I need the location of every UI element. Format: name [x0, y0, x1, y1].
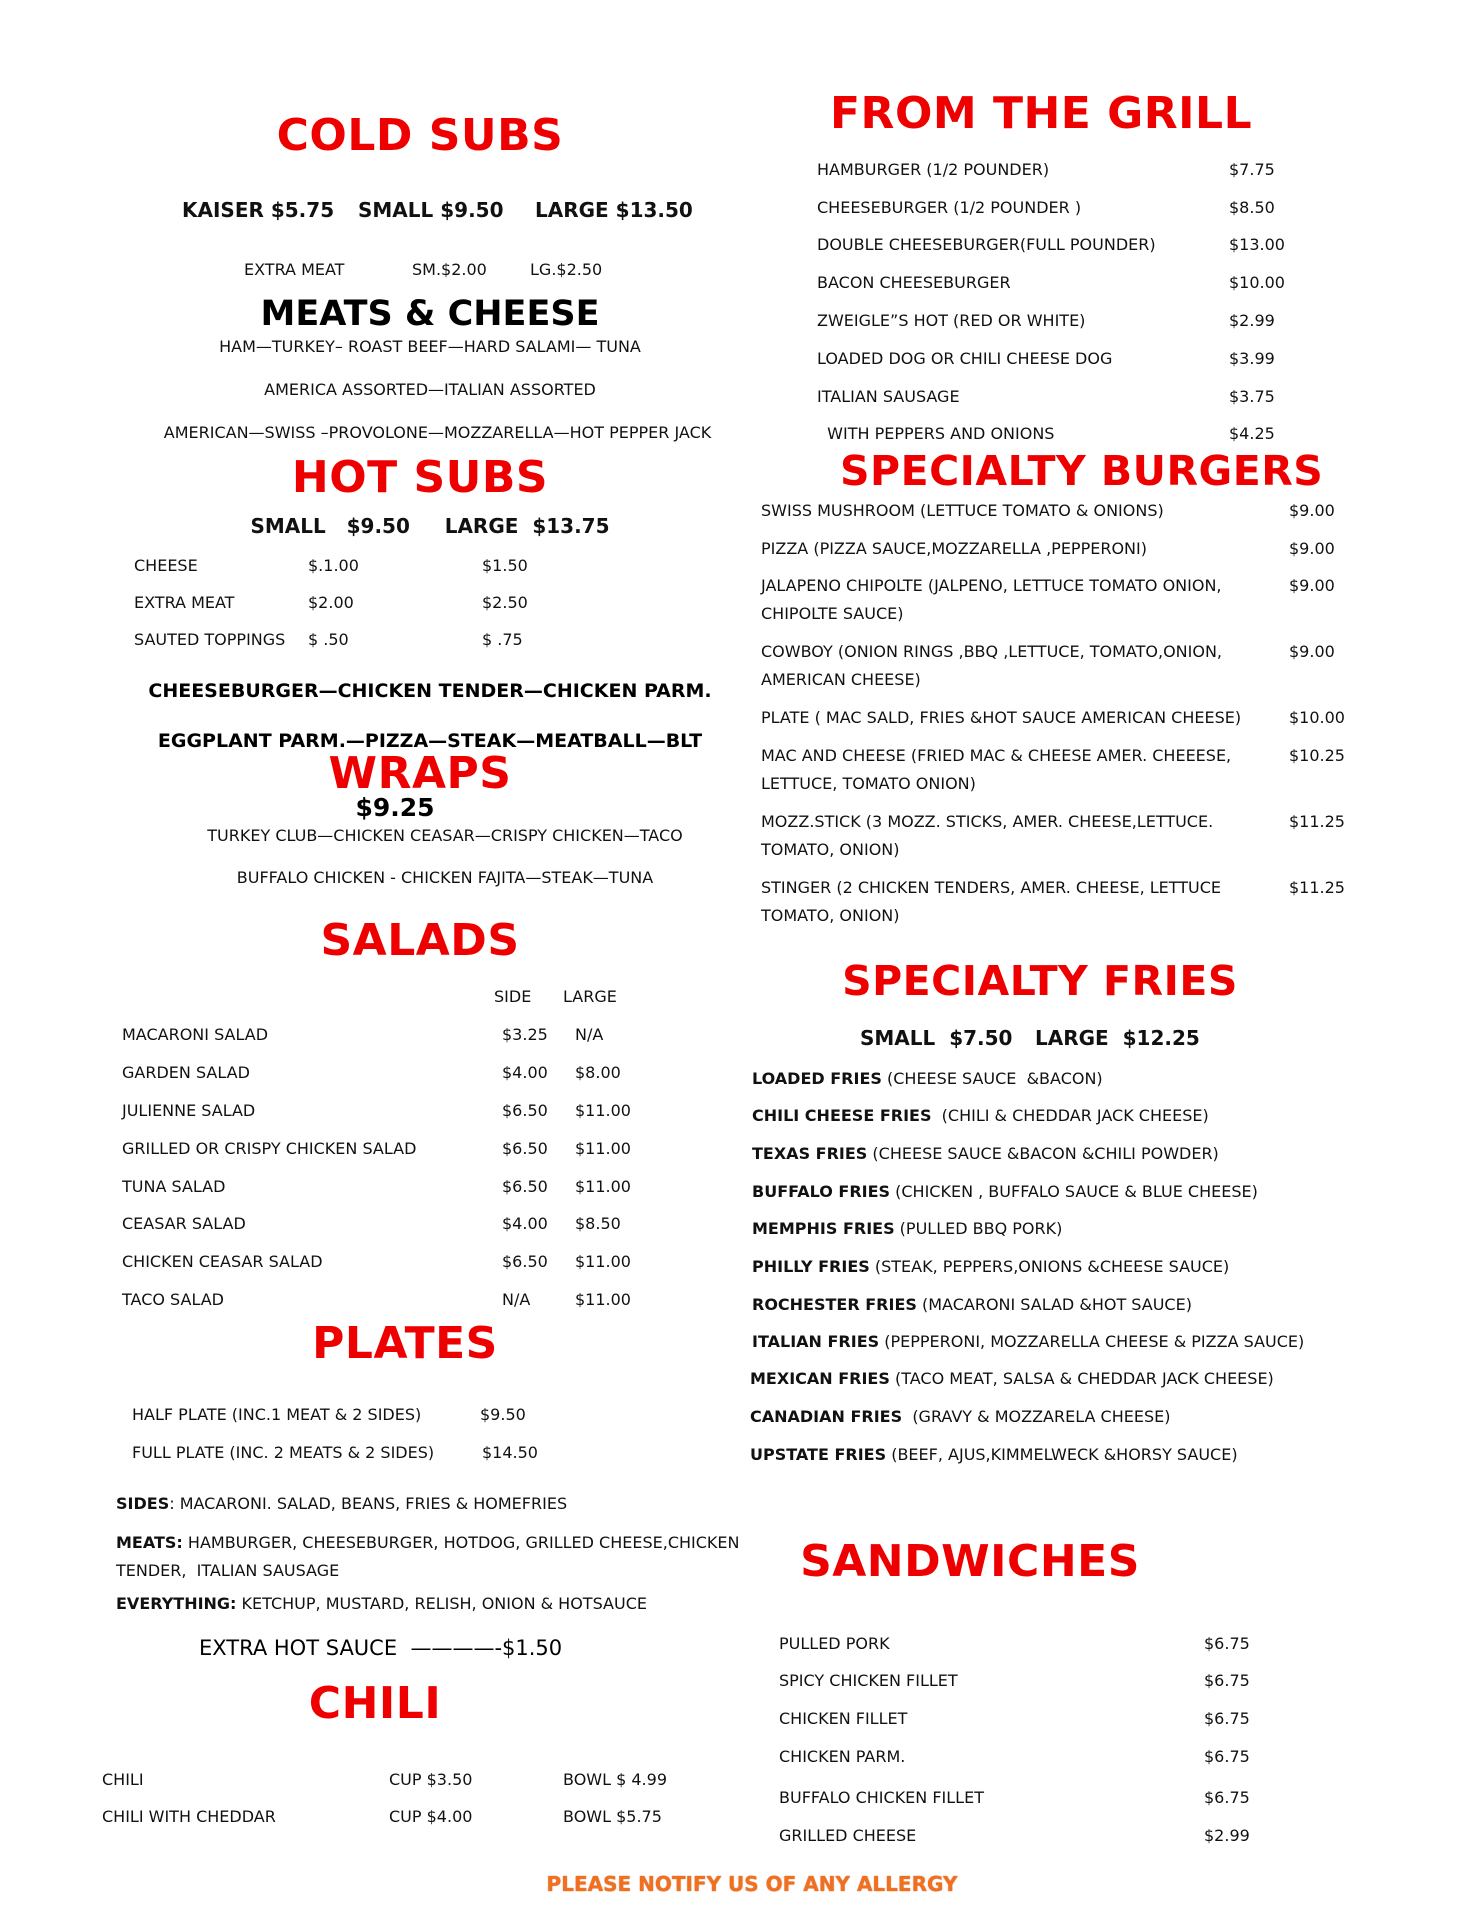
extra-meat-label: EXTRA MEAT [244, 260, 345, 279]
grill-title: FROM THE GRILL [830, 88, 1253, 139]
plate-price: $9.50 [480, 1405, 526, 1424]
assorted-line: AMERICA ASSORTED—ITALIAN ASSORTED [264, 380, 596, 399]
fries-name: MEMPHIS FRIES [752, 1219, 895, 1238]
fries-item [750, 1445, 1238, 1464]
plate-price: $14.50 [482, 1443, 538, 1462]
sandwich-price: $6.75 [1204, 1671, 1250, 1690]
grill-item-name: LOADED DOG OR CHILI CHEESE DOG [817, 349, 1113, 368]
chili-bowl-price: BOWL $5.75 [563, 1807, 662, 1826]
burger-name: STINGER (2 CHICKEN TENDERS, AMER. CHEESE, LETTUCE [761, 878, 1222, 897]
fries-name: UPSTATE FRIES [750, 1445, 887, 1464]
meats-cheese-title: MEATS & CHEESE [260, 294, 600, 334]
hot-subs-row-large: $2.50 [482, 593, 528, 612]
fries-name: CANADIAN FRIES [750, 1407, 903, 1426]
plates-title: PLATES [312, 1318, 498, 1369]
meats-label: MEATS: [116, 1533, 183, 1552]
burger-price: $10.25 [1289, 746, 1345, 765]
grill-item-price: $2.99 [1229, 311, 1275, 330]
salad-side-price: $4.00 [502, 1063, 548, 1082]
hot-subs-row-large: $1.50 [482, 556, 528, 575]
hot-subs-row-name: CHEESE [134, 556, 198, 575]
specialty-fries-large-price: LARGE $12.25 [1035, 1026, 1200, 1050]
salad-side-price: $4.00 [502, 1214, 548, 1233]
salad-large-price: $8.50 [575, 1214, 621, 1233]
fries-desc: (PEPPERONI, MOZZARELLA CHEESE & PIZZA SAUCE) [879, 1332, 1305, 1351]
sandwich-price: $2.99 [1204, 1826, 1250, 1845]
cold-subs-title: COLD SUBS [276, 110, 564, 161]
salads-title: SALADS [320, 915, 520, 966]
salads-col-large: LARGE [563, 987, 617, 1006]
salad-side-price: $6.50 [502, 1252, 548, 1271]
sandwiches-title: SANDWICHES [800, 1536, 1140, 1587]
fries-desc: (CHILI & CHEDDAR JACK CHEESE) [931, 1106, 1209, 1125]
fries-desc: (CHICKEN , BUFFALO SAUCE & BLUE CHEESE) [890, 1182, 1258, 1201]
burger-name: MAC AND CHEESE (FRIED MAC & CHEESE AMER. CHEEESE, [761, 746, 1232, 765]
everything-text: KETCHUP, MUSTARD, RELISH, ONION & HOTSAUCE [236, 1594, 647, 1613]
plate-name: FULL PLATE (INC. 2 MEATS & 2 SIDES) [132, 1443, 435, 1462]
burger-name: JALAPENO CHIPOLTE (JALPENO, LETTUCE TOMATO ONION, [761, 576, 1222, 595]
fries-desc: (MACARONI SALAD &HOT SAUCE) [916, 1295, 1192, 1314]
burger-name: PIZZA (PIZZA SAUCE,MOZZARELLA ,PEPPERONI) [761, 539, 1147, 558]
hot-subs-title: HOT SUBS [291, 452, 549, 503]
salad-side-price: $6.50 [502, 1139, 548, 1158]
sandwich-name: BUFFALO CHICKEN FILLET [779, 1788, 984, 1807]
hot-subs-row-name: SAUTED TOPPINGS [134, 630, 286, 649]
fries-name: MEXICAN FRIES [750, 1369, 890, 1388]
fries-name: ROCHESTER FRIES [752, 1295, 917, 1314]
salad-side-price: N/A [502, 1290, 531, 1309]
specialty-fries-title: SPECIALTY FRIES [842, 957, 1238, 1005]
burger-price: $10.00 [1289, 708, 1345, 727]
fries-item [752, 1295, 1192, 1314]
grill-item-price: $3.75 [1229, 387, 1275, 406]
salad-name: TUNA SALAD [122, 1177, 226, 1196]
grill-item-name: WITH PEPPERS AND ONIONS [817, 424, 1055, 443]
burger-name-cont: TOMATO, ONION) [761, 840, 900, 859]
hot-subs-sizes: SMALL $9.50 LARGE $13.75 [250, 514, 610, 538]
burger-price: $9.00 [1289, 501, 1335, 520]
burger-price: $9.00 [1289, 642, 1335, 661]
burger-name: PLATE ( MAC SALD, FRIES &HOT SAUCE AMERICAN CHEESE) [761, 708, 1242, 727]
grill-item-name: BACON CHEESEBURGER [817, 273, 1011, 292]
fries-name: LOADED FRIES [752, 1069, 882, 1088]
plates-everything-note [116, 1594, 647, 1613]
salad-large-price: $11.00 [575, 1139, 631, 1158]
chili-cup-price: CUP $3.50 [389, 1770, 473, 1789]
salad-large-price: N/A [575, 1025, 604, 1044]
fries-desc: (CHEESE SAUCE &BACON &CHILI POWDER) [867, 1144, 1219, 1163]
wraps-title: WRAPS [328, 748, 512, 799]
cold-subs-kaiser-price: KAISER $5.75 [182, 198, 335, 222]
hot-subs-row-large: $ .75 [482, 630, 523, 649]
fries-item [750, 1369, 1274, 1388]
burger-name-cont: AMERICAN CHEESE) [761, 670, 921, 689]
meats-line: HAM—TURKEY– ROAST BEEF—HARD SALAMI— TUNA [219, 337, 641, 356]
fries-item [752, 1257, 1229, 1276]
salad-large-price: $11.00 [575, 1252, 631, 1271]
wraps-price: $9.25 [355, 793, 435, 822]
burger-name: MOZZ.STICK (3 MOZZ. STICKS, AMER. CHEESE,LETTUCE. [761, 812, 1214, 831]
burger-name: COWBOY (ONION RINGS ,BBQ ,LETTUCE, TOMATO,ONION, [761, 642, 1222, 661]
fries-desc: (CHEESE SAUCE &BACON) [881, 1069, 1103, 1088]
grill-item-name: HAMBURGER (1/2 POUNDER) [817, 160, 1050, 179]
grill-item-price: $7.75 [1229, 160, 1275, 179]
sandwich-name: PULLED PORK [779, 1634, 890, 1653]
grill-item-name: CHEESEBURGER (1/2 POUNDER ) [817, 198, 1082, 217]
burger-price: $11.25 [1289, 812, 1345, 831]
sandwich-name: GRILLED CHEESE [779, 1826, 917, 1845]
wraps-line2: BUFFALO CHICKEN - CHICKEN FAJITA—STEAK—TUNA [236, 868, 654, 887]
grill-item-price: $8.50 [1229, 198, 1275, 217]
grill-item-name: ITALIAN SAUSAGE [817, 387, 960, 406]
salad-name: GRILLED OR CRISPY CHICKEN SALAD [122, 1139, 417, 1158]
chili-name: CHILI [102, 1770, 144, 1789]
extra-hot-sauce: EXTRA HOT SAUCE ————-$1.50 [199, 1636, 563, 1660]
salads-col-side: SIDE [494, 987, 532, 1006]
salad-name: JULIENNE SALAD [122, 1101, 256, 1120]
chili-cup-price: CUP $4.00 [389, 1807, 473, 1826]
sides-text: : MACARONI. SALAD, BEANS, FRIES & HOMEFRIES [169, 1494, 568, 1513]
fries-desc: (GRAVY & MOZZARELA CHEESE) [902, 1407, 1171, 1426]
hot-subs-list-line1: CHEESEBURGER—CHICKEN TENDER—CHICKEN PARM. [148, 680, 712, 702]
sandwich-name: CHICKEN FILLET [779, 1709, 908, 1728]
burger-name-cont: LETTUCE, TOMATO ONION) [761, 774, 976, 793]
fries-item [752, 1144, 1219, 1163]
cold-subs-large-price: LARGE $13.50 [535, 198, 693, 222]
salad-name: GARDEN SALAD [122, 1063, 250, 1082]
fries-desc: (STEAK, PEPPERS,ONIONS &CHEESE SAUCE) [869, 1257, 1230, 1276]
grill-item-name: DOUBLE CHEESEBURGER(FULL POUNDER) [817, 235, 1156, 254]
grill-item-price: $13.00 [1229, 235, 1285, 254]
fries-name: BUFFALO FRIES [752, 1182, 891, 1201]
salad-large-price: $11.00 [575, 1101, 631, 1120]
burger-name-cont: CHIPOLTE SAUCE) [761, 604, 904, 623]
sandwich-price: $6.75 [1204, 1634, 1250, 1653]
extra-meat-large-price: LG.$2.50 [530, 260, 603, 279]
fries-name: PHILLY FRIES [752, 1257, 870, 1276]
fries-item [750, 1407, 1170, 1426]
fries-desc: (BEEF, AJUS,KIMMELWECK &HORSY SAUCE) [886, 1445, 1238, 1464]
meats-text: HAMBURGER, CHEESEBURGER, HOTDOG, GRILLED CHEESE,CHICKEN [182, 1533, 740, 1552]
fries-name: CHILI CHEESE FRIES [752, 1106, 932, 1125]
plates-meats-note-cont: TENDER, ITALIAN SAUSAGE [116, 1561, 340, 1580]
cold-subs-small-price: SMALL $9.50 [358, 198, 504, 222]
wraps-line1: TURKEY CLUB—CHICKEN CEASAR—CRISPY CHICKEN—TACO [207, 826, 683, 845]
everything-label: EVERYTHING: [116, 1594, 237, 1613]
salad-large-price: $11.00 [575, 1177, 631, 1196]
sandwich-price: $6.75 [1204, 1747, 1250, 1766]
fries-item [752, 1332, 1304, 1351]
salad-name: CHICKEN CEASAR SALAD [122, 1252, 323, 1271]
extra-meat-small-price: SM.$2.00 [412, 260, 487, 279]
salad-large-price: $11.00 [575, 1290, 631, 1309]
hot-subs-row-small: $2.00 [308, 593, 354, 612]
burger-price: $9.00 [1289, 576, 1335, 595]
plate-name: HALF PLATE (INC.1 MEAT & 2 SIDES) [132, 1405, 422, 1424]
cheese-line: AMERICAN—SWISS –PROVOLONE—MOZZARELLA—HOT PEPPER JACK [163, 423, 712, 442]
plates-meats-note [116, 1533, 739, 1552]
fries-item [752, 1219, 1062, 1238]
hot-subs-row-small: $ .50 [308, 630, 349, 649]
fries-item [752, 1069, 1103, 1088]
sandwich-name: SPICY CHICKEN FILLET [779, 1671, 958, 1690]
fries-desc: (PULLED BBQ PORK) [894, 1219, 1063, 1238]
salad-side-price: $3.25 [502, 1025, 548, 1044]
hot-subs-row-name: EXTRA MEAT [134, 593, 235, 612]
hot-subs-list-line2: EGGPLANT PARM.—PIZZA—STEAK—MEATBALL—BLT [157, 730, 703, 752]
grill-item-price: $3.99 [1229, 349, 1275, 368]
chili-name: CHILI WITH CHEDDAR [102, 1807, 276, 1826]
salad-name: CEASAR SALAD [122, 1214, 246, 1233]
chili-bowl-price: BOWL $ 4.99 [563, 1770, 667, 1789]
burger-name-cont: TOMATO, ONION) [761, 906, 900, 925]
fries-item [752, 1182, 1258, 1201]
salad-side-price: $6.50 [502, 1101, 548, 1120]
sandwich-name: CHICKEN PARM. [779, 1747, 906, 1766]
allergy-notice: PLEASE NOTIFY US OF ANY ALLERGY [546, 1872, 958, 1896]
specialty-fries-small-price: SMALL $7.50 [860, 1026, 1013, 1050]
salad-side-price: $6.50 [502, 1177, 548, 1196]
sandwich-price: $6.75 [1204, 1709, 1250, 1728]
plates-sides-note [116, 1494, 567, 1513]
chili-title: CHILI [308, 1678, 442, 1729]
grill-item-price: $4.25 [1229, 424, 1275, 443]
grill-item-price: $10.00 [1229, 273, 1285, 292]
burger-name: SWISS MUSHROOM (LETTUCE TOMATO & ONIONS) [761, 501, 1164, 520]
grill-item-name: ZWEIGLE”S HOT (RED OR WHITE) [817, 311, 1086, 330]
salad-large-price: $8.00 [575, 1063, 621, 1082]
hot-subs-row-small: $.1.00 [308, 556, 359, 575]
fries-item [752, 1106, 1209, 1125]
sandwich-price: $6.75 [1204, 1788, 1250, 1807]
fries-name: TEXAS FRIES [752, 1144, 868, 1163]
fries-name: ITALIAN FRIES [752, 1332, 880, 1351]
fries-desc: (TACO MEAT, SALSA & CHEDDAR JACK CHEESE) [889, 1369, 1274, 1388]
sides-label: SIDES [116, 1494, 170, 1513]
burger-price: $11.25 [1289, 878, 1345, 897]
specialty-burgers-title: SPECIALTY BURGERS [840, 447, 1324, 495]
burger-price: $9.00 [1289, 539, 1335, 558]
salad-name: TACO SALAD [122, 1290, 224, 1309]
salad-name: MACARONI SALAD [122, 1025, 269, 1044]
